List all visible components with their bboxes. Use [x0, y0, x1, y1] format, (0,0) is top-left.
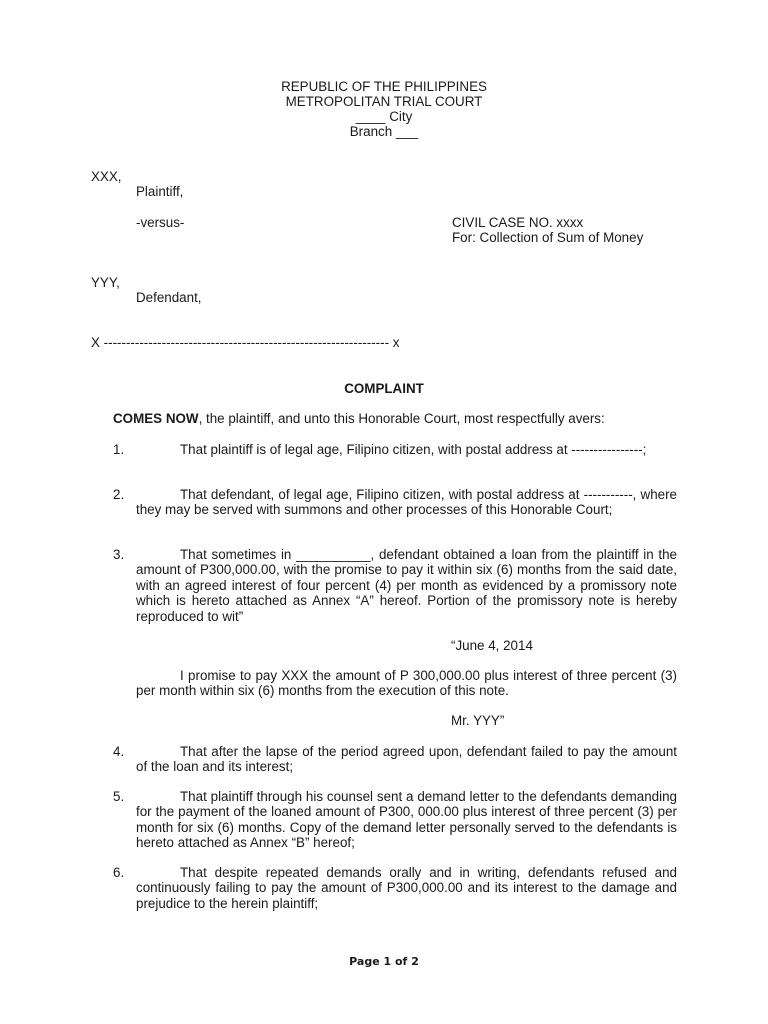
current-page: 1 — [383, 955, 392, 968]
document-title: COMPLAINT — [344, 381, 424, 396]
paragraph-number: 3. — [113, 547, 125, 562]
paragraph-text: That plaintiff through his counsel sent a demand letter to the defendants demanding for the payment of the loaned amount of P300, 000.00 plus interest of three percent (3) per month for six (6) months. Copy of the demand letter personally served to the defendants is hereto attached as Annex “B” hereof; — [136, 789, 677, 851]
paragraph-5 — [136, 789, 677, 851]
page-prefix: Page — [349, 955, 384, 968]
court-header-court: METROPOLITAN TRIAL COURT — [285, 94, 483, 109]
paragraph-number: 5. — [113, 789, 125, 804]
paragraph-4 — [136, 744, 677, 775]
note-signer: Mr. YYY” — [451, 713, 505, 728]
intro-text: , the plaintiff, and unto this Honorable Court, most respectfully avers: — [198, 411, 605, 426]
defendant-name: YYY, — [91, 275, 120, 290]
paragraph-text: That plaintiff is of legal age, Filipino citizen, with postal address at ----------------; — [180, 442, 647, 457]
paragraph-number: 4. — [113, 744, 125, 759]
defendant-label: Defendant, — [136, 290, 202, 305]
page-footer — [0, 955, 768, 968]
paragraph-text: That after the lapse of the period agreed upon, defendant failed to pay the amount of the loan and its interest; — [136, 744, 677, 775]
intro-bold: COMES NOW — [113, 411, 199, 426]
paragraph-text: That defendant, of legal age, Filipino citizen, with postal address at -----------, where they may be served with summons and other processes of this Honorable Court; — [136, 487, 677, 518]
paragraph-text: That despite repeated demands orally and in writing, defendants refused and continuously failing to pay the amount of P300,000.00 and its interest to the damage and prejudice to the herein plaintiff; — [136, 865, 677, 911]
total-pages: 2 — [411, 955, 419, 968]
versus-label: -versus- — [136, 215, 185, 230]
court-header-branch: Branch ___ — [349, 124, 419, 139]
paragraph-number: 1. — [113, 442, 125, 457]
paragraph-number: 6. — [113, 865, 125, 880]
court-header-republic: REPUBLIC OF THE PHILIPPINES — [281, 79, 487, 94]
page-of: of — [391, 955, 412, 968]
caption-separator: X ---------------------------------------------------------------- x — [91, 335, 400, 350]
paragraph-text: That sometimes in __________, defendant obtained a loan from the plaintiff in the amount of P300,000.00, with the promise to pay it within six (6) months from the said date, with an agreed interest of four percent (4) per month as evidenced by a promissory note which is hereto attached as Annex “A” hereof. Portion of the promissory note is hereby reproduced to wit” — [136, 547, 677, 624]
plaintiff-label: Plaintiff, — [136, 184, 184, 199]
court-header-city: ____ City — [355, 109, 413, 124]
paragraph-3 — [136, 547, 677, 624]
plaintiff-name: XXX, — [91, 169, 122, 184]
note-body — [136, 668, 677, 699]
paragraph-2 — [136, 487, 677, 518]
note-date: “June 4, 2014 — [451, 638, 533, 653]
case-nature: For: Collection of Sum of Money — [452, 230, 644, 245]
intro-paragraph — [113, 411, 605, 427]
paragraph-6 — [136, 865, 677, 911]
civil-case-number: CIVIL CASE NO. xxxx — [452, 215, 584, 230]
note-text: I promise to pay XXX the amount of P 300,000.00 plus interest of three percent (3) per month within six (6) months from the execution of this note. — [136, 668, 677, 699]
paragraph-1 — [136, 442, 677, 457]
paragraph-number: 2. — [113, 487, 125, 502]
